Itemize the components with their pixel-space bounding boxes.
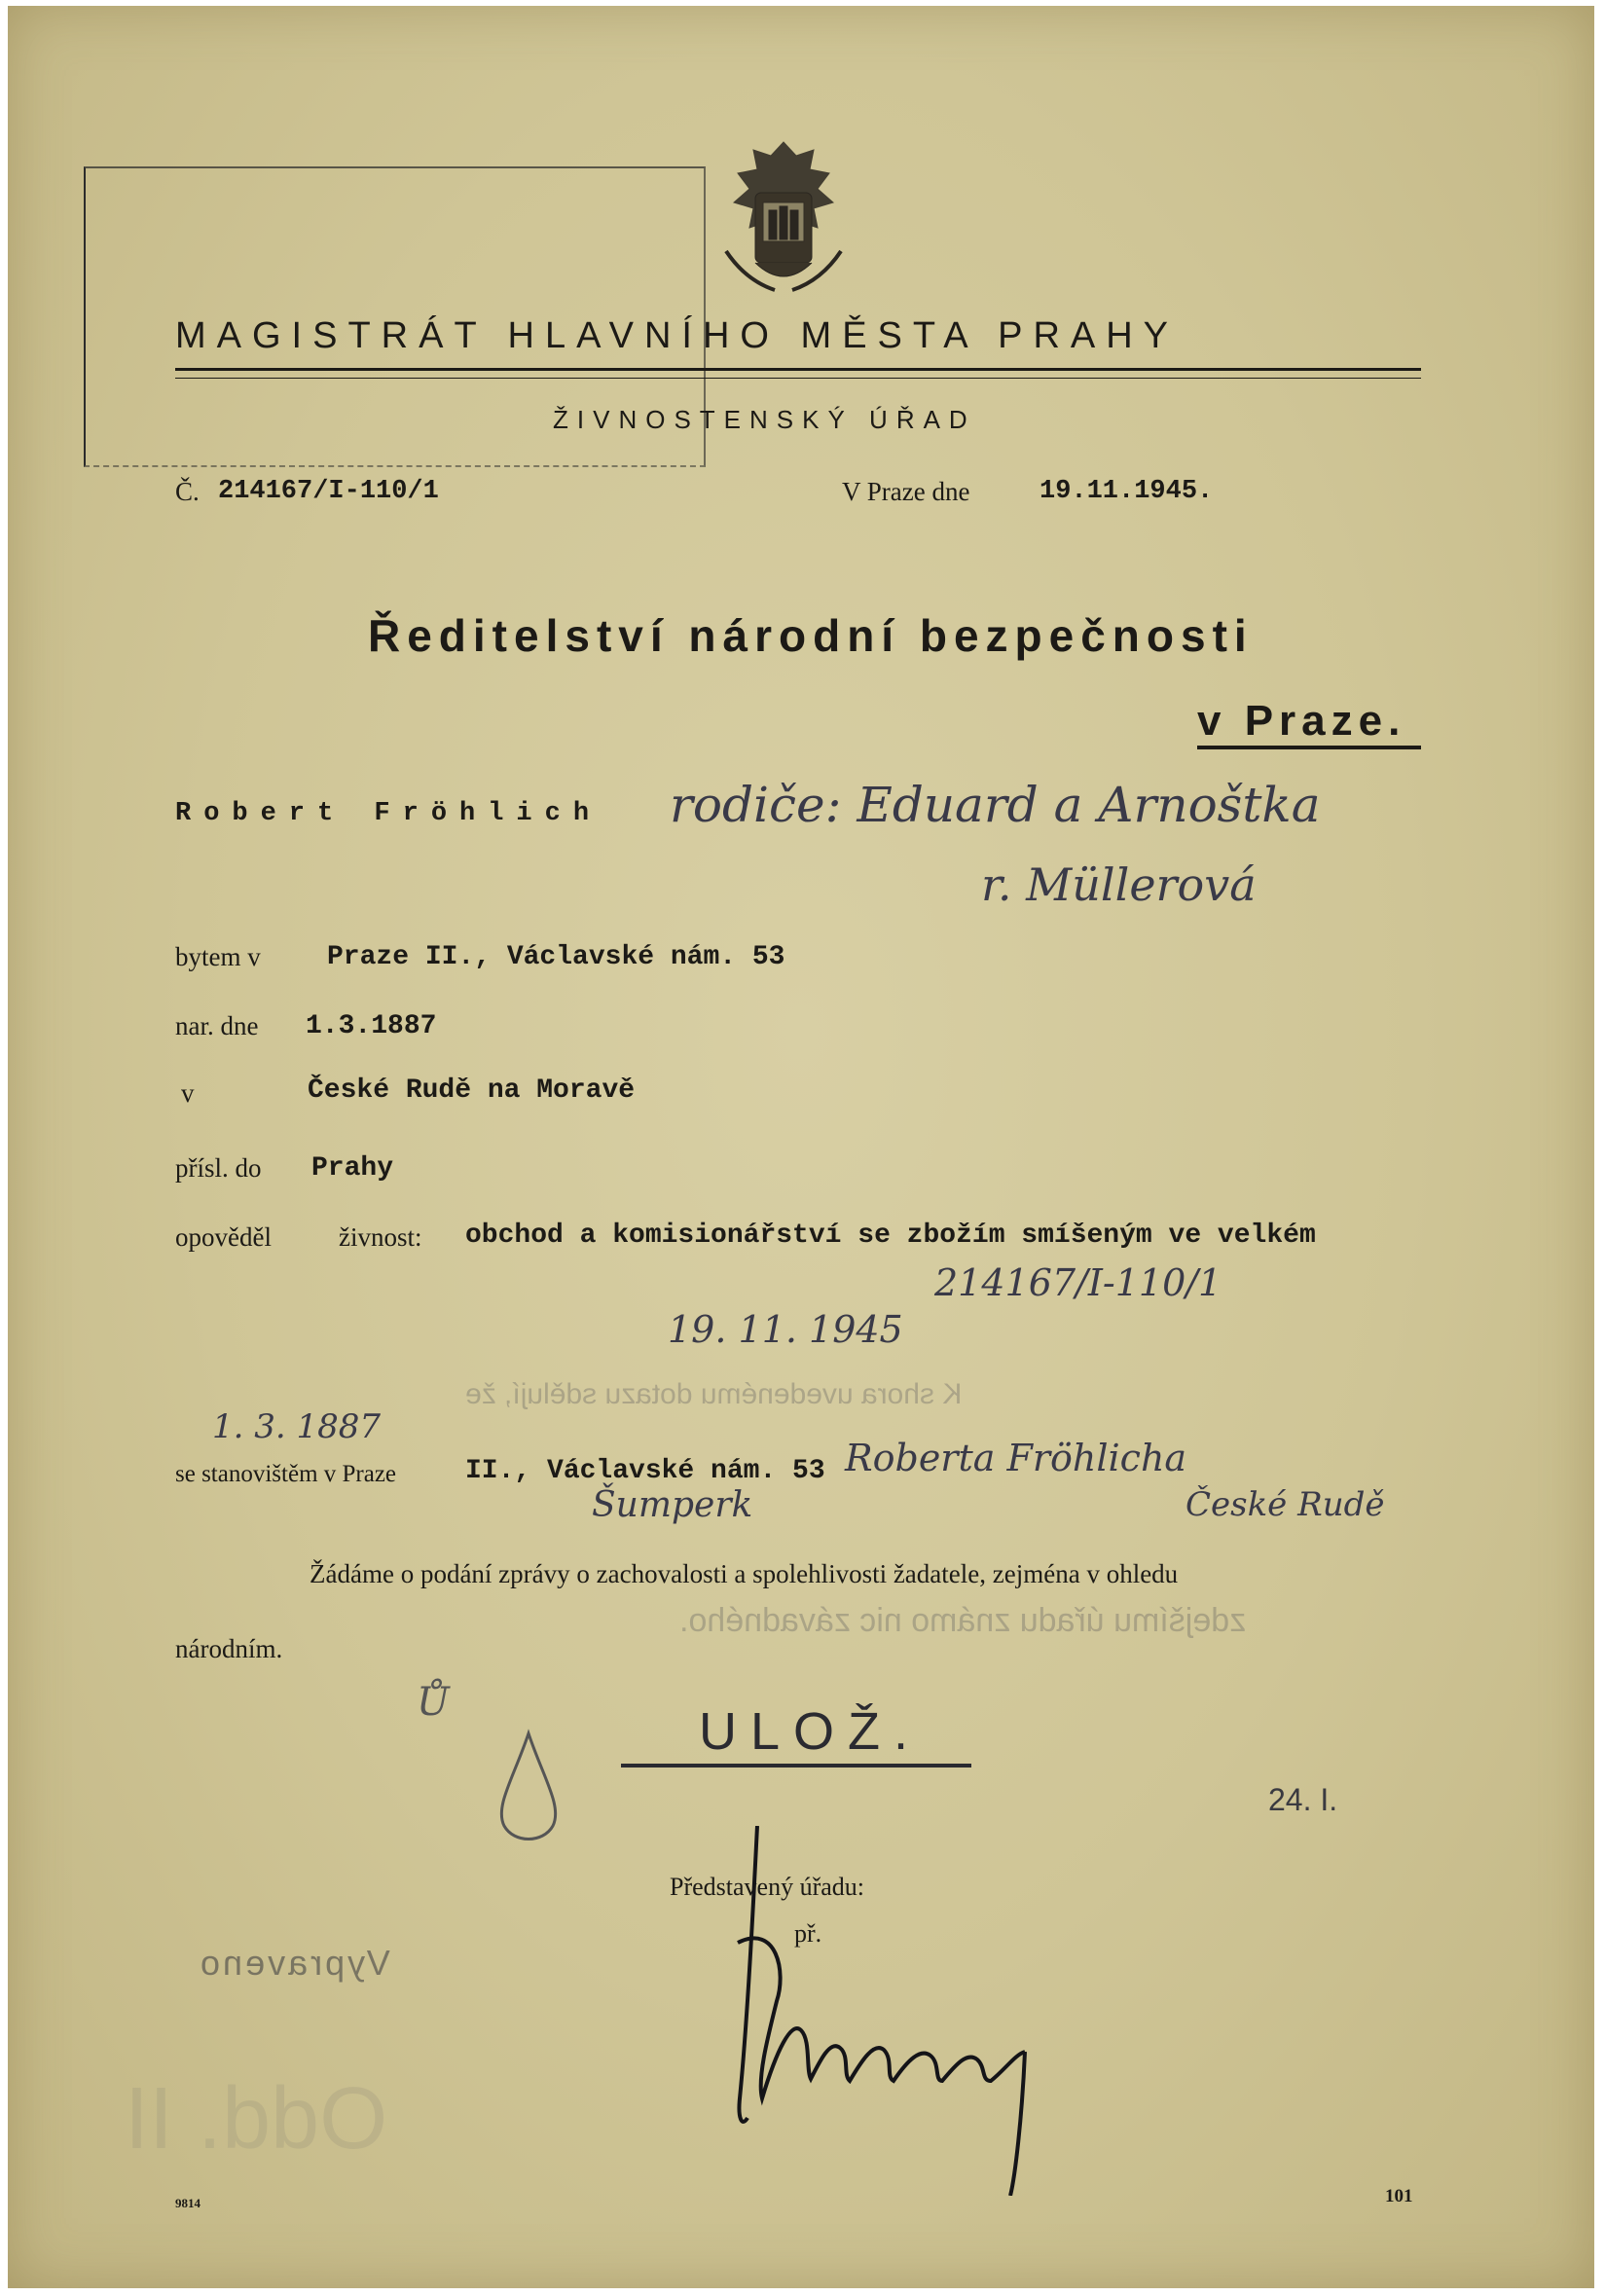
signatory-pr: př. (794, 1919, 822, 1948)
header-rule-thin (175, 378, 1421, 379)
pencil-drop-mark (485, 1729, 572, 1845)
location-label: se stanovištěm v Praze (175, 1461, 397, 1487)
request-text: Žádáme o podání zprávy o zachovalosti a spolehlivosti žadatele, zejména v ohledu (310, 1559, 1179, 1588)
form-number: 9814 (175, 2196, 201, 2210)
handwritten-place: České Rudě (1186, 1485, 1385, 1524)
domicile-value: Prahy (311, 1153, 394, 1184)
handwritten-reference: 214167/I-110/1 (934, 1261, 1222, 1304)
resigned-label: opověděl (175, 1222, 272, 1252)
filed-stamp: ULOŽ. (699, 1702, 923, 1761)
handwritten-signature (718, 1826, 1049, 2196)
birthplace-value: České Rudě na Moravě (308, 1075, 636, 1106)
birth-date-value: 1.3.1887 (306, 1011, 437, 1041)
department-title: ŽIVNOSTENSKÝ ÚŘAD (553, 405, 976, 434)
location-value: II., Václavské nám. 53 (465, 1456, 825, 1486)
handwritten-district: Šumperk (592, 1485, 753, 1525)
birthplace-label: v (181, 1078, 195, 1108)
handwritten-name-copy: Roberta Fröhlicha (845, 1437, 1187, 1479)
trade-label: živnost: (339, 1222, 422, 1252)
offset-mirror-text-2: zdejšímu úřadu známo nic závadného. (679, 1602, 1247, 1639)
offset-mirror-text: K shora uvedenému dotazu sdělují, že (465, 1378, 963, 1410)
dispatched-stamp: Vypraveno (198, 1943, 390, 1983)
birth-date-label: nar. dne (175, 1011, 259, 1040)
addressee-line2: v Praze. (1197, 697, 1406, 745)
handwritten-birth-date: 1. 3. 1887 (212, 1407, 382, 1446)
office-title: MAGISTRÁT HLAVNÍHO MĚSTA PRAHY (175, 315, 1180, 356)
date-label: V Praze dne (842, 477, 970, 506)
domicile-label: přísl. do (175, 1153, 262, 1183)
pencil-initials: Ů (417, 1680, 450, 1725)
reference-label: Č. (175, 477, 200, 506)
page-number: 101 (1385, 2186, 1413, 2206)
handwritten-parents: rodiče: Eduard a Arnoštka (670, 777, 1321, 833)
request-text-end: národním. (175, 1634, 283, 1663)
stamp-date-fragment: 24. I. (1268, 1782, 1338, 1817)
reference-number: 214167/I-110/1 (218, 477, 439, 506)
addressee-line1: Ředitelství národní bezpečnosti (368, 610, 1254, 661)
addressee-underline (1197, 746, 1421, 749)
signatory-title: Představený úřadu: (670, 1873, 865, 1901)
header-rule (175, 368, 1421, 371)
document-sheet (8, 6, 1594, 2288)
filed-stamp-underline (621, 1764, 971, 1768)
residence-value: Praze II., Václavské nám. 53 (327, 942, 785, 972)
prague-coat-of-arms-icon (716, 134, 851, 300)
handwritten-maiden-name: r. Müllerová (981, 858, 1257, 911)
residence-label: bytem v (175, 942, 261, 971)
faded-offset-stamp: Odd. II (125, 2070, 388, 2168)
handwritten-date: 19. 11. 1945 (668, 1308, 903, 1351)
date-value: 19.11.1945. (1040, 477, 1214, 506)
trade-value: obchod a komisionářství se zbožím smíšeným ve velkém (465, 1221, 1316, 1251)
applicant-name: Robert Fröhlich (175, 799, 602, 828)
